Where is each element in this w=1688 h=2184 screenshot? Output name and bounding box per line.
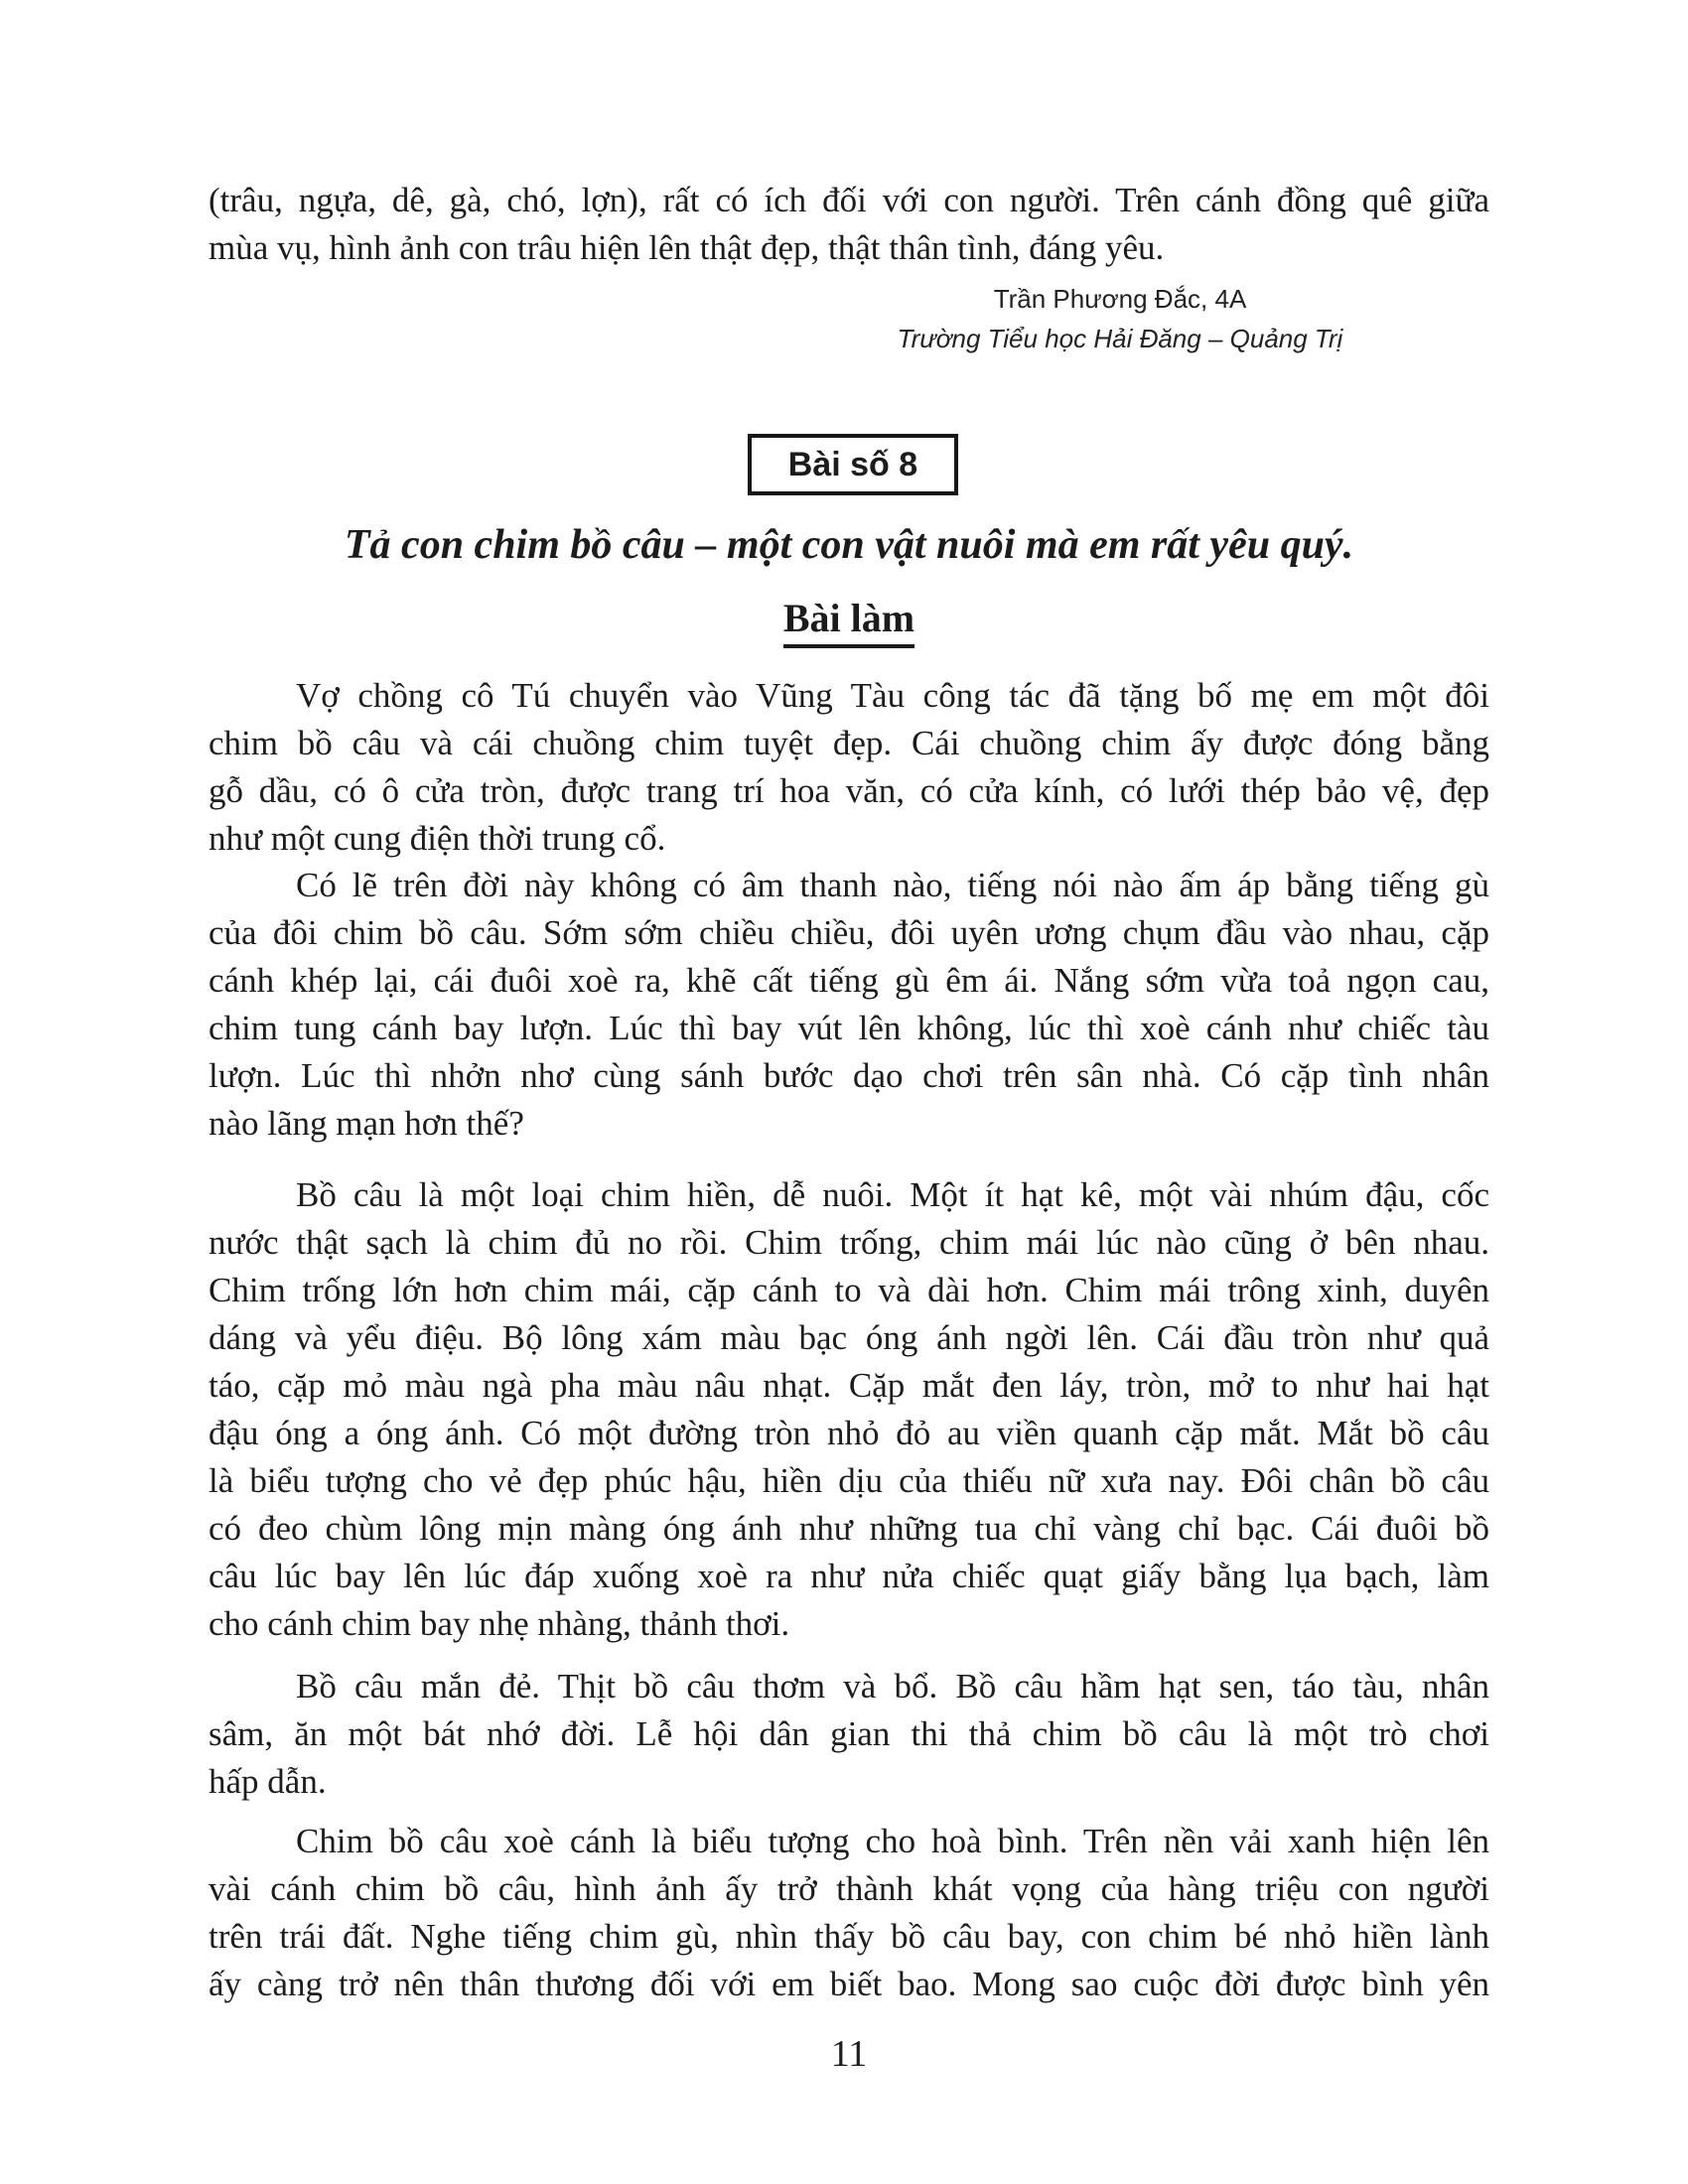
section-heading <box>209 595 1489 648</box>
body-paragraph-3 <box>209 1171 1489 1648</box>
section-heading-label: Bài làm <box>783 595 914 648</box>
text-line: cho cánh chim bay nhẹ nhàng, thảnh thơi. <box>209 1604 790 1643</box>
text-line: có đeo chùm lông mịn màng óng ánh như những tua chỉ vàng chỉ bạc. Cái đuôi bồ <box>209 1509 1489 1548</box>
body-paragraph-1 <box>209 672 1489 863</box>
text-line: táo, cặp mỏ màu ngà pha màu nâu nhạt. Cặp mắt đen láy, tròn, mở to như hai hạt <box>209 1366 1489 1405</box>
text-line: hấp dẫn. <box>209 1762 327 1801</box>
text-line: sâm, ăn một bát nhớ đời. Lễ hội dân gian thi thả chim bồ câu là một trò chơi <box>209 1714 1489 1753</box>
body-paragraph-4 <box>209 1663 1489 1806</box>
text-line: Có lẽ trên đời này không có âm thanh nào, tiếng nói nào ấm áp bằng tiếng gù <box>296 866 1489 904</box>
text-line: là biểu tượng cho vẻ đẹp phúc hậu, hiền dịu của thiếu nữ xưa nay. Đôi chân bồ câu <box>209 1461 1489 1500</box>
text-line: đậu óng a óng ánh. Có một đường tròn nhỏ đỏ au viền quanh cặp mắt. Mắt bồ câu <box>209 1414 1489 1452</box>
text-line: trên trái đất. Nghe tiếng chim gù, nhìn thấy bồ câu bay, con chim bé nhỏ hiền lành <box>209 1917 1489 1956</box>
text-line: dáng và yểu điệu. Bộ lông xám màu bạc óng ánh ngời lên. Cái đầu tròn như quả <box>209 1318 1489 1357</box>
text-line: nào lãng mạn hơn thế? <box>209 1104 524 1143</box>
text-line: lượn. Lúc thì nhởn nhơ cùng sánh bước dạo chơi trên sân nhà. Có cặp tình nhân <box>209 1056 1489 1095</box>
text-line: như một cung điện thời trung cổ. <box>209 819 666 858</box>
text-line: Bồ câu là một loại chim hiền, dễ nuôi. Một ít hạt kê, một vài nhúm đậu, cốc <box>296 1175 1489 1214</box>
body-paragraph-2 <box>209 862 1489 1148</box>
text-line: chim tung cánh bay lượn. Lúc thì bay vút lên không, lúc thì xoè cánh như chiếc tàu <box>209 1009 1489 1047</box>
text-line: Chim bồ câu xoè cánh là biểu tượng cho hoà bình. Trên nền vải xanh hiện lên <box>296 1822 1489 1860</box>
text-line: vài cánh chim bồ câu, hình ảnh ấy trở thành khát vọng của hàng triệu con người <box>209 1869 1489 1908</box>
author-name: Trần Phương Đắc, 4A <box>993 284 1247 314</box>
text-line: mùa vụ, hình ảnh con trâu hiện lên thật đẹp, thật thân tình, đáng yêu. <box>209 228 1165 267</box>
text-line: ấy càng trở nên thân thương đối với em biết bao. Mong sao cuộc đời được bình yên <box>209 1965 1489 2003</box>
text-line: Vợ chồng cô Tú chuyển vào Vũng Tàu công tác đã tặng bố mẹ em một đôi <box>296 676 1489 715</box>
text-line: (trâu, ngựa, dê, gà, chó, lợn), rất có ích đối với con người. Trên cánh đồng quê giữa <box>209 181 1489 219</box>
text-line: cánh khép lại, cái đuôi xoè ra, khẽ cất tiếng gù êm ái. Nắng sớm vừa toả ngọn cau, <box>209 961 1489 1000</box>
page-number: 11 <box>830 2033 868 2075</box>
text-line: gỗ dầu, có ô cửa tròn, được trang trí hoa văn, có cửa kính, có lưới thép bảo vệ, đẹp <box>209 771 1489 810</box>
continuation-paragraph <box>209 177 1489 272</box>
text-line: chim bồ câu và cái chuồng chim tuyệt đẹp. Cái chuồng chim ấy được đóng bằng <box>209 724 1489 762</box>
attribution-block <box>822 279 1418 358</box>
school-name: Trường Tiểu học Hải Đăng – Quảng Trị <box>897 324 1343 353</box>
lesson-number-badge <box>748 434 958 495</box>
text-line: của đôi chim bồ câu. Sớm sớm chiều chiều, đôi uyên ương chụm đầu vào nhau, cặp <box>209 913 1489 952</box>
lesson-number-label: Bài số 8 <box>787 445 918 483</box>
body-paragraph-5 <box>209 1818 1489 2008</box>
text-line: Chim trống lớn hơn chim mái, cặp cánh to và dài hơn. Chim mái trông xinh, duyên <box>209 1271 1489 1309</box>
text-line: câu lúc bay lên lúc đáp xuống xoè ra như nửa chiếc quạt giấy bằng lụa bạch, làm <box>209 1557 1489 1595</box>
text-line: nước thật sạch là chim đủ no rồi. Chim trống, chim mái lúc nào cũng ở bên nhau. <box>209 1223 1489 1262</box>
text-line: Bồ câu mắn đẻ. Thịt bồ câu thơm và bổ. Bồ câu hầm hạt sen, táo tàu, nhân <box>296 1667 1489 1706</box>
essay-title: Tả con chim bồ câu – một con vật nuôi mà em rất yêu quý. <box>344 522 1354 568</box>
